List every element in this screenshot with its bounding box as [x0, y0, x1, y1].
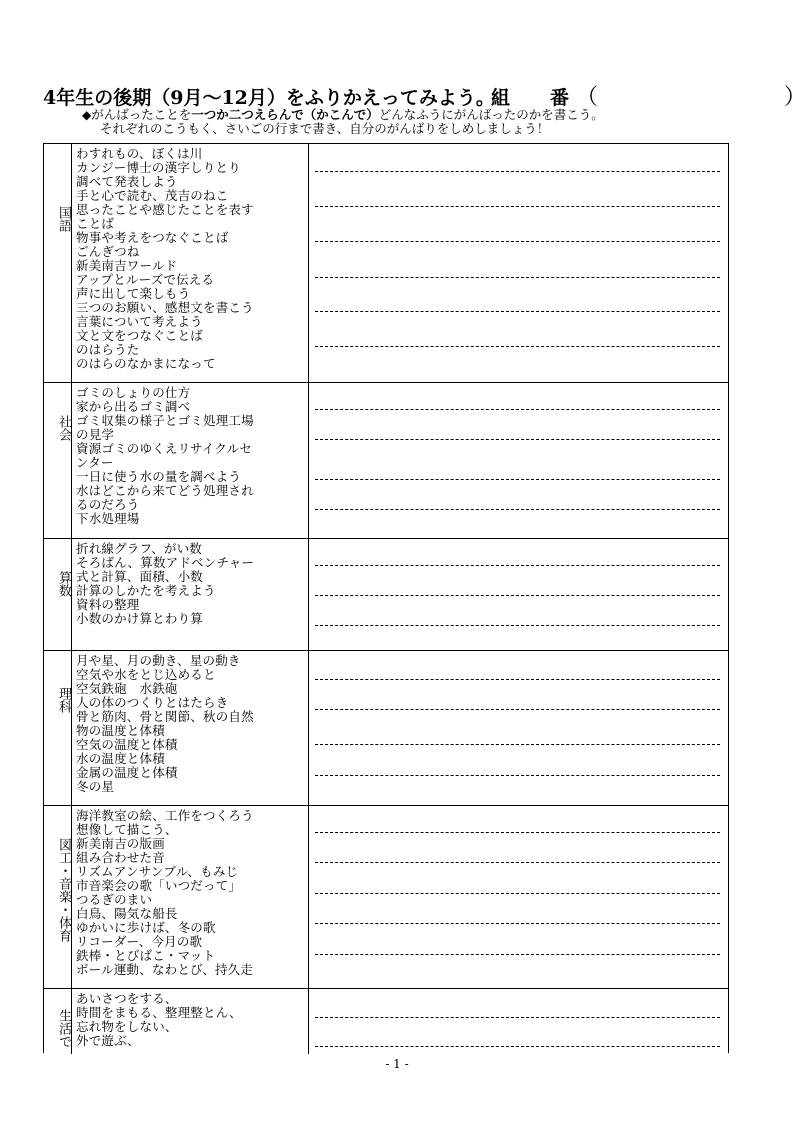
instruction-line-2: それぞれのこうもく、さいごの行まで書き、自分のがんばりをしめしましょう！ [100, 121, 550, 136]
subject-cell [44, 651, 72, 805]
unit-item: 式と計算、面積、小数 [76, 569, 204, 584]
unit-list [72, 806, 309, 988]
unit-item: あいさつをする、 [76, 991, 178, 1006]
unit-item: 空気や水をとじ込めると [76, 667, 216, 682]
unit-item: 下水処理場 [76, 511, 140, 526]
unit-item: 家から出るゴミ調べ [76, 399, 191, 414]
instruction-text-b: どんなふうにがんばったのかを書こう。 [378, 107, 604, 122]
writing-area[interactable] [309, 539, 728, 650]
subject-name: 理科 [56, 687, 71, 713]
instruction-emphasis: 一つか二つえらんで（かこんで） [191, 107, 379, 122]
dotted-line [315, 565, 720, 566]
dotted-line [315, 679, 720, 680]
unit-item: 一日に使う水の量を調べよう [76, 469, 242, 484]
unit-item: ンター [76, 455, 114, 470]
subject-name: 図工・音楽・体育 [56, 838, 71, 942]
unit-item: カンジー博士の漢字しりとり [76, 160, 241, 175]
unit-item: 金属の温度と体積 [76, 765, 178, 780]
unit-item: 時間をまもる、整理整とん、 [76, 1005, 242, 1020]
unit-item: 思ったことや感じたことを表す [76, 202, 254, 217]
subject-cell [44, 144, 72, 382]
dotted-line [315, 206, 720, 207]
dotted-line [315, 595, 720, 596]
unit-item: 物の温度と体積 [76, 723, 165, 738]
dotted-line [315, 479, 720, 480]
dotted-line [315, 439, 720, 440]
unit-item: 資源ゴミのゆくえリサイクルセ [76, 441, 253, 456]
unit-item: 想像して描こう、 [76, 822, 178, 837]
number-label: 番 [550, 87, 570, 109]
subject-row-zuko-ongaku-taiiku [44, 806, 728, 989]
subject-row-kokugo [44, 144, 728, 383]
unit-item: ボール運動、なわとび、持久走 [76, 962, 254, 977]
unit-item: 小数のかけ算とわり算 [76, 611, 204, 626]
unit-item: 新美南吉ワールド [76, 258, 178, 273]
unit-item: の見学 [76, 427, 115, 442]
page-title: 4年生の後期（9月～12月）をふりかえってみよう。 [43, 87, 495, 109]
unit-item: 水はどこから来てどう処理され [76, 483, 254, 498]
unit-item: 市音楽会の歌「いつだって」 [76, 878, 242, 893]
unit-item: 三つのお願い、感想文を書こう [76, 300, 254, 315]
unit-list [72, 539, 309, 650]
subject-name: 算数 [56, 571, 71, 597]
unit-item: のはらうた [76, 342, 140, 357]
writing-area[interactable] [309, 383, 728, 538]
unit-item: ゆかいに歩けば、冬の歌 [76, 920, 216, 935]
writing-area[interactable] [309, 144, 728, 382]
subject-name: 国語 [56, 206, 71, 232]
unit-item: リコーダー、今月の歌 [76, 934, 203, 949]
subject-name: 生活で [56, 1009, 71, 1048]
subject-name: 社会 [56, 415, 71, 441]
unit-item: リズムアンサンブル、もみじ [76, 864, 239, 879]
unit-item: 白鳥、陽気な船長 [76, 906, 178, 921]
unit-list [72, 144, 309, 382]
unit-list [72, 989, 309, 1054]
subject-cell [44, 539, 72, 650]
subject-row-rika [44, 651, 728, 806]
unit-item: 計算のしかたを考えよう [76, 583, 216, 598]
unit-item: 人の体のつくりとはたらき [76, 695, 229, 710]
writing-area[interactable] [309, 989, 728, 1054]
unit-item: 空気鉄砲 水鉄砲 [76, 681, 178, 696]
unit-item: 空気の温度と体積 [76, 737, 178, 752]
dotted-line [315, 862, 720, 863]
unit-item: アップとルーズで伝える [76, 272, 215, 287]
dotted-line [315, 744, 720, 745]
unit-item: 鉄棒・とびばこ・マット [76, 948, 216, 963]
unit-item: 月や星、月の動き、星の動き [76, 653, 241, 668]
page-number: - 1 - [385, 1057, 409, 1071]
subject-row-shakai [44, 383, 728, 539]
dotted-line [315, 1017, 720, 1018]
instruction-text-a: がんばったことを [91, 107, 192, 122]
dotted-line [315, 709, 720, 710]
dotted-line [315, 832, 720, 833]
diamond-bullet-icon: ◆ [82, 108, 92, 122]
dotted-line [315, 1046, 720, 1047]
subject-cell [44, 383, 72, 538]
dotted-line [315, 409, 720, 410]
name-field-open-paren: （ [576, 85, 599, 110]
dotted-line [315, 509, 720, 510]
subject-row-seikatsu [44, 989, 728, 1054]
unit-item: 冬の星 [76, 779, 115, 794]
dotted-line [315, 311, 720, 312]
dotted-line [315, 277, 720, 278]
dotted-line [315, 923, 720, 924]
unit-list [72, 383, 309, 538]
page-title-area [43, 80, 806, 110]
unit-item: 忘れ物をしない、 [76, 1019, 178, 1034]
name-field-close-paren: ） [784, 85, 806, 110]
dotted-line [315, 625, 720, 626]
unit-item: 手と心で読む、茂吉のねこ [76, 188, 229, 203]
subject-row-sansu [44, 539, 728, 651]
dotted-line [315, 954, 720, 955]
unit-item: 海洋教室の絵、工作をつくろう [76, 808, 254, 823]
subject-cell [44, 989, 72, 1054]
unit-item: 水の温度と体積 [76, 751, 165, 766]
unit-item: るのだろう [76, 497, 140, 512]
dotted-line [315, 171, 720, 172]
unit-item: 外で遊ぶ、 [76, 1033, 140, 1048]
unit-item: 資料の整理 [76, 597, 140, 612]
unit-item: 声に出して楽しもう [76, 286, 191, 301]
unit-item: つるぎのまい [76, 892, 153, 907]
unit-item: ことば [76, 216, 115, 231]
unit-item: 折れ線グラフ、がい数 [76, 541, 203, 556]
unit-item: 組み合わせた音 [76, 850, 165, 865]
unit-item: 調べて発表しよう [76, 174, 178, 189]
unit-item: 物事や考えをつなぐことば [76, 230, 229, 245]
unit-item: ゴミ収集の様子とゴミ処理工場 [76, 413, 254, 428]
writing-area[interactable] [309, 806, 728, 988]
unit-item: 言葉について考えよう [76, 314, 203, 329]
reflection-table [43, 143, 729, 1053]
unit-item: のはらのなかまになって [76, 356, 216, 371]
unit-item: 骨と筋肉、骨と関節、秋の自然 [76, 709, 254, 724]
dotted-line [315, 893, 720, 894]
unit-item: そろばん、算数アドベンチャー [76, 555, 255, 570]
subject-cell [44, 806, 72, 988]
instruction-line-1 [82, 108, 604, 122]
unit-item: 文と文をつなぐことば [76, 328, 204, 343]
dotted-line [315, 346, 720, 347]
class-label: 組 [491, 87, 511, 109]
unit-item: わすれもの、ぼくは川 [76, 146, 203, 161]
unit-item: ゴミのしょりの仕方 [76, 385, 191, 400]
unit-list [72, 651, 309, 805]
dotted-line [315, 775, 720, 776]
unit-item: 新美南吉の版画 [76, 836, 165, 851]
writing-area[interactable] [309, 651, 728, 805]
dotted-line [315, 241, 720, 242]
unit-item: ごんぎつね [76, 244, 140, 259]
